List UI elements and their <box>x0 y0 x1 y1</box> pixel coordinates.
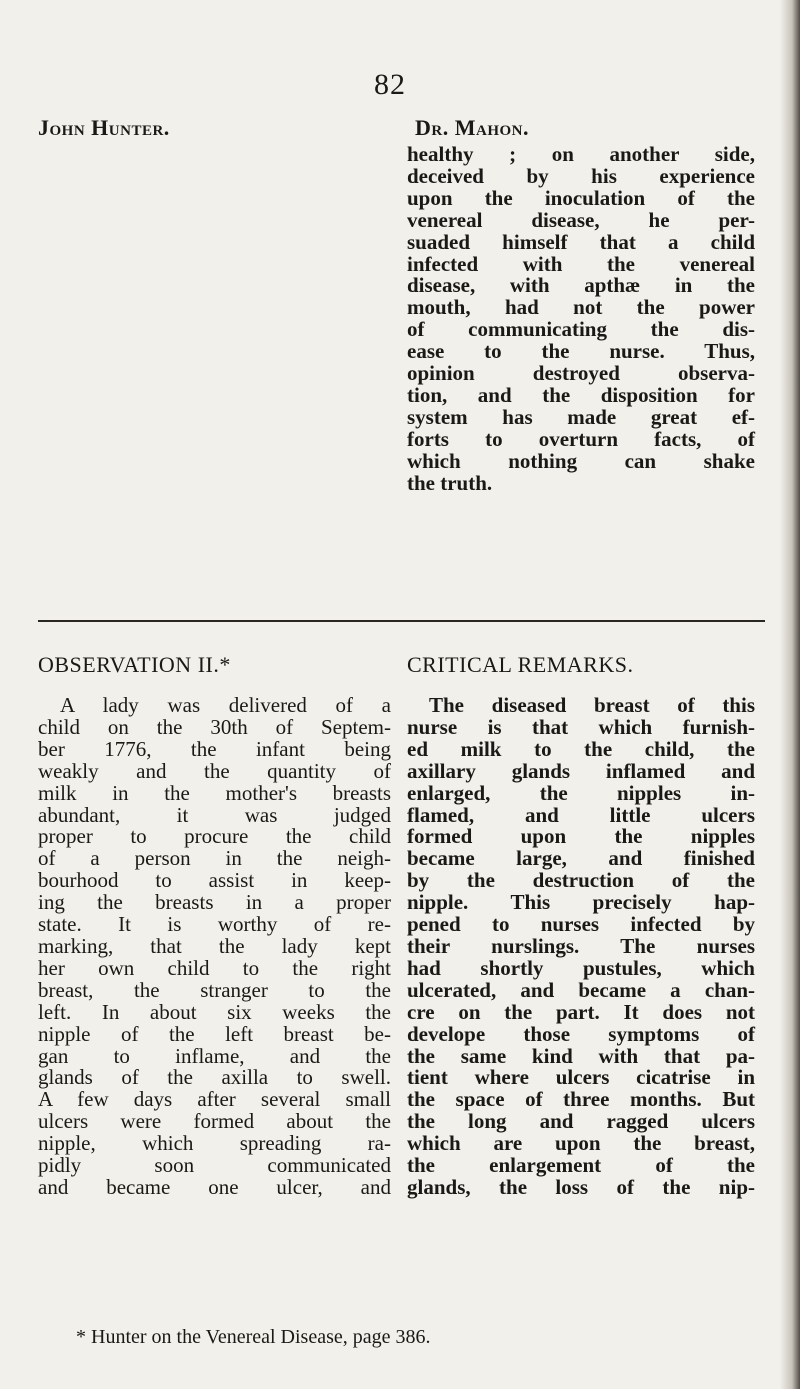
text-line: system has made great ef- <box>407 404 755 429</box>
text-line: which nothing can shake <box>407 448 755 473</box>
text-line: healthy ; on another side, <box>407 142 755 166</box>
text-line: the long and ragged ulcers <box>407 1109 755 1134</box>
running-head-left: John Hunter. <box>38 115 170 140</box>
text-line: cre on the part. It does not <box>407 999 755 1024</box>
observation-text <box>38 695 391 1199</box>
text-line: formed upon the nipples <box>407 824 755 849</box>
text-line: opinion destroyed observa- <box>407 361 755 386</box>
text-line: forts to overturn facts, of <box>407 426 755 451</box>
text-line: child on the 30th of Septem- <box>38 714 391 739</box>
text-line: deceived by his experience <box>407 163 755 188</box>
text-line: proper to procure the child <box>38 824 391 849</box>
text-line: of a person in the neigh- <box>38 846 391 871</box>
text-line: enlarged, the nipples in- <box>407 780 755 805</box>
text-line: the space of three months. But <box>407 1087 755 1112</box>
text-line: bourhood to assist in keep- <box>38 868 391 893</box>
text-line: ber 1776, the infant being <box>38 736 391 761</box>
text-line: which are upon the breast, <box>407 1131 755 1156</box>
text-line: ed milk to the child, the <box>407 736 755 761</box>
text-line: ease to the nurse. Thus, <box>407 339 755 364</box>
critical-remarks-heading: CRITICAL REMARKS. <box>407 652 634 677</box>
text-line: state. It is worthy of re- <box>38 912 391 937</box>
mahon-continuation-text <box>407 144 755 495</box>
text-line: suaded himself that a child <box>407 229 755 254</box>
text-line: upon the inoculation of the <box>407 185 755 210</box>
text-line: nipple, which spreading ra- <box>38 1131 391 1156</box>
text-line: tion, and the disposition for <box>407 382 755 407</box>
text-line: gan to inflame, and the <box>38 1043 391 1068</box>
text-line: The diseased breast of this <box>429 693 755 717</box>
text-line: by the destruction of the <box>407 868 755 893</box>
text-line: ulcers were formed about the <box>38 1109 391 1134</box>
text-line: weakly and the quantity of <box>38 758 391 783</box>
text-line: had shortly pustules, which <box>407 955 755 980</box>
text-line: glands, the loss of the nip- <box>407 1174 755 1199</box>
text-line: became large, and finished <box>407 846 755 871</box>
text-line: abundant, it was judged <box>38 802 391 827</box>
text-line: milk in the mother's breasts <box>38 780 391 805</box>
text-line: glands of the axilla to swell. <box>38 1065 391 1090</box>
page-number: 82 <box>374 68 406 101</box>
text-line: flamed, and little ulcers <box>407 802 755 827</box>
text-line: disease, with apthæ in the <box>407 273 755 298</box>
text-line: and became one ulcer, and <box>38 1174 391 1199</box>
text-line: develope those symptoms of <box>407 1021 755 1046</box>
text-line: A lady was delivered of a <box>60 693 391 717</box>
text-line: axillary glands inflamed and <box>407 758 755 783</box>
text-line: nipple. This precisely hap- <box>407 890 755 915</box>
text-line: of communicating the dis- <box>407 317 755 342</box>
observation-heading: OBSERVATION II.* <box>38 652 231 677</box>
text-line: venereal disease, he per- <box>407 207 755 232</box>
text-line: infected with the venereal <box>407 251 755 276</box>
running-head-right: Dr. Mahon. <box>415 115 529 140</box>
text-line: the same kind with that pa- <box>407 1043 755 1068</box>
text-line: pened to nurses infected by <box>407 912 755 937</box>
text-line: pidly soon communicated <box>38 1153 391 1178</box>
text-line: the truth. <box>407 470 493 495</box>
page-edge-shadow <box>780 0 800 1389</box>
footnote: * Hunter on the Venereal Disease, page 386. <box>76 1326 431 1348</box>
text-line: mouth, had not the power <box>407 295 755 320</box>
text-line: marking, that the lady kept <box>38 933 391 958</box>
text-line: A few days after several small <box>38 1087 391 1112</box>
text-line: her own child to the right <box>38 955 391 980</box>
text-line: breast, the stranger to the <box>38 977 391 1002</box>
text-line: nipple of the left breast be- <box>38 1021 391 1046</box>
text-line: ing the breasts in a proper <box>38 890 391 915</box>
text-line: the enlargement of the <box>407 1153 755 1178</box>
section-divider <box>38 620 765 622</box>
text-line: left. In about six weeks the <box>38 999 391 1024</box>
text-line: their nurslings. The nurses <box>407 933 755 958</box>
text-line: nurse is that which furnish- <box>407 714 755 739</box>
critical-remarks-text <box>407 695 755 1199</box>
text-line: tient where ulcers cicatrise in <box>407 1065 755 1090</box>
text-line: ulcerated, and became a chan- <box>407 977 755 1002</box>
